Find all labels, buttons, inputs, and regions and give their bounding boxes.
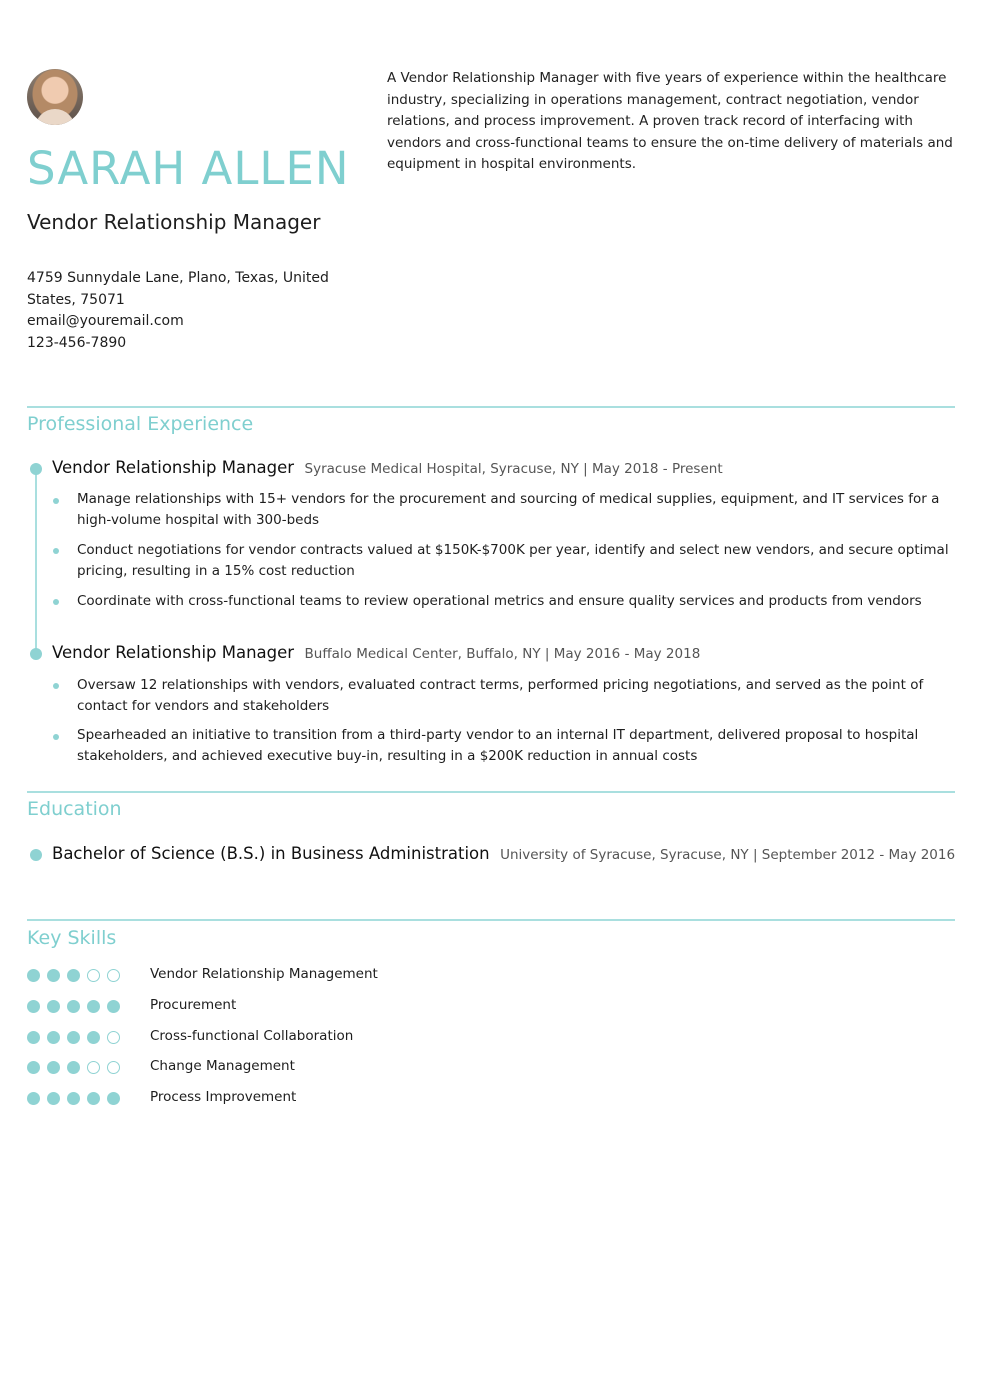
section-divider bbox=[27, 791, 955, 793]
job-bullet: Spearheaded an initiative to transition from a third-party vendor to an internal IT department, delivered proposal to hospital stakeholders, and achieved executive buy-in, resulting in a $200K reduction in annual costs bbox=[77, 727, 919, 764]
skill-dot-filled bbox=[47, 1061, 60, 1074]
education-meta: University of Syracuse, Syracuse, NY | September 2012 - May 2016 bbox=[500, 847, 956, 863]
section-title-experience: Professional Experience bbox=[27, 413, 254, 435]
skill-dot-filled bbox=[27, 1031, 40, 1044]
skill-name: Cross-functional Collaboration bbox=[150, 1027, 354, 1044]
job-bullet: Conduct negotiations for vendor contracts valued at $150K-$700K per year, identify and select new vendors, and secure optimal pricing, resulting in a 15% cost reduction bbox=[77, 542, 949, 579]
contact-block bbox=[27, 268, 327, 354]
skill-dot-filled bbox=[47, 969, 60, 982]
section-title-skills: Key Skills bbox=[27, 927, 117, 949]
skill-dot-filled bbox=[67, 1092, 80, 1105]
skill-dot-filled bbox=[87, 1092, 100, 1105]
job-role: Vendor Relationship Manager bbox=[52, 643, 295, 662]
skill-dot-filled bbox=[47, 1000, 60, 1013]
skill-name: Process Improvement bbox=[150, 1089, 297, 1105]
skill-dot-filled bbox=[67, 1031, 80, 1044]
education-dot bbox=[30, 849, 42, 861]
timeline-dot bbox=[30, 648, 42, 660]
skill-dot-filled bbox=[27, 1000, 40, 1013]
skill-dot-filled bbox=[27, 1092, 40, 1105]
timeline-dot bbox=[30, 463, 42, 475]
job-role: Vendor Relationship Manager bbox=[52, 458, 295, 477]
skill-name: Procurement bbox=[150, 996, 237, 1013]
phone: 123-456-7890 bbox=[27, 334, 127, 351]
address-line-2: States, 75071 bbox=[27, 291, 125, 308]
job-bullet: Manage relationships with 15+ vendors for the procurement and sourcing of medical supplies, equipment, and IT services for a high-volume hospital with 300-beds bbox=[77, 491, 940, 528]
skill-dot-filled bbox=[87, 1031, 100, 1044]
skill-dot-empty bbox=[87, 969, 100, 982]
skill-dot-empty bbox=[107, 1031, 120, 1044]
job-bullet: Oversaw 12 relationships with vendors, evaluated contract terms, performed pricing negotiations, and served as the point of contact for vendors and stakeholders bbox=[77, 677, 924, 714]
skill-dot-filled bbox=[27, 1061, 40, 1074]
skill-name: Vendor Relationship Management bbox=[150, 966, 378, 982]
job-bullet: Coordinate with cross-functional teams to review operational metrics and ensure quality services and products from vendors bbox=[77, 593, 922, 609]
skill-dot-filled bbox=[67, 1000, 80, 1013]
bullet-dot bbox=[53, 683, 59, 689]
candidate-title: Vendor Relationship Manager bbox=[27, 210, 321, 234]
skill-dot-filled bbox=[107, 1000, 120, 1013]
timeline-line bbox=[35, 470, 37, 656]
skill-dot-filled bbox=[47, 1092, 60, 1105]
email: email@youremail.com bbox=[27, 313, 184, 329]
skill-dot-filled bbox=[87, 1000, 100, 1013]
job-header bbox=[52, 458, 723, 477]
job-header bbox=[52, 643, 700, 662]
bullet-dot bbox=[53, 599, 59, 605]
bullet-dot bbox=[53, 548, 59, 554]
summary: A Vendor Relationship Manager with five years of experience within the healthcare industry, specializing in operations management, contract negotiation, vendor relations, and process improvement. A proven track record of interfacing with vendors and cross-functional teams to ensure the on-time delivery of materials and equipment in hospital environments. bbox=[387, 70, 953, 172]
degree: Bachelor of Science (B.S.) in Business Administration bbox=[52, 844, 490, 863]
skill-dot-filled bbox=[107, 1092, 120, 1105]
skill-dot-empty bbox=[87, 1061, 100, 1074]
job-meta: Buffalo Medical Center, Buffalo, NY | May 2016 - May 2018 bbox=[304, 646, 701, 662]
skill-dot-filled bbox=[67, 1061, 80, 1074]
skill-dot-empty bbox=[107, 1061, 120, 1074]
address-line-1: 4759 Sunnydale Lane, Plano, Texas, United bbox=[27, 270, 329, 286]
skill-dot-filled bbox=[47, 1031, 60, 1044]
section-divider bbox=[27, 406, 955, 408]
avatar bbox=[27, 69, 83, 125]
section-divider bbox=[27, 919, 955, 921]
skill-dot-empty bbox=[107, 969, 120, 982]
job-meta: Syracuse Medical Hospital, Syracuse, NY | May 2018 - Present bbox=[304, 461, 723, 477]
skill-dot-filled bbox=[67, 969, 80, 982]
bullet-dot bbox=[53, 734, 59, 740]
education-entry bbox=[52, 844, 955, 863]
candidate-name: SARAH ALLEN bbox=[27, 142, 350, 195]
skill-name: Change Management bbox=[150, 1058, 295, 1075]
skill-dot-filled bbox=[27, 969, 40, 982]
bullet-dot bbox=[53, 498, 59, 504]
section-title-education: Education bbox=[27, 798, 122, 820]
